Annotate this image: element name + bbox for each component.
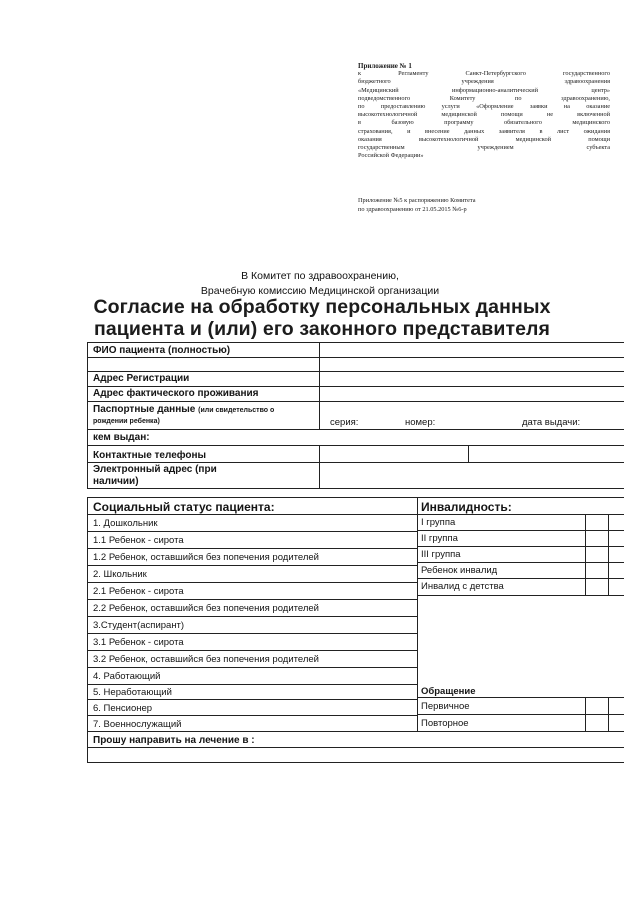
order-line: по здравоохранению от 21.05.2015 №6-р [358, 206, 467, 213]
appeal-header: Обращение [421, 686, 476, 697]
addressee-line-2: Врачебную комиссию Медицинской организации [200, 285, 440, 297]
social-status-item[interactable]: 4. Работающий [93, 671, 161, 682]
appendix-line: в базовую программу обязательного медицинского [358, 119, 610, 127]
issued-by-field[interactable] [150, 430, 623, 444]
patient-fio-extra-field[interactable] [88, 358, 623, 371]
row-divider [87, 488, 624, 489]
form-title-line-2: пациента и (или) его законного представителя [93, 318, 551, 340]
row-divider [87, 616, 417, 617]
registration-address-field[interactable] [320, 372, 623, 386]
disability-checkbox[interactable] [586, 515, 607, 530]
disability-item[interactable]: II группа [421, 533, 458, 544]
appendix-title: Приложение № 1 [358, 62, 412, 70]
social-status-item[interactable]: 5. Неработающий [93, 687, 172, 698]
actual-address-label: Адрес фактического проживания [93, 388, 259, 399]
passport-number-label: номер: [405, 417, 436, 428]
row-divider [87, 684, 417, 685]
row-divider [87, 565, 417, 566]
appendix-line: по предоставлению услуги «Оформление заявки на оказание [358, 103, 610, 111]
email-label-line-2: наличии) [93, 476, 139, 487]
form-title-line-1: Согласие на обработку персональных данных [93, 296, 551, 318]
social-status-item[interactable]: 3.Студент(аспирант) [93, 620, 185, 631]
patient-fio-field[interactable] [320, 343, 623, 357]
row-divider [87, 633, 417, 634]
patient-fio-label: ФИО пациента (полностью) [93, 345, 231, 356]
status-column-divider [417, 497, 418, 731]
appeal-primary-checkbox[interactable] [586, 698, 607, 713]
phone-field-2[interactable] [469, 446, 623, 461]
passport-note-line-2: рождении ребенка) [93, 418, 160, 425]
disability-checkbox[interactable] [586, 547, 607, 562]
social-status-item[interactable]: 1. Дошкольник [93, 518, 158, 529]
appendix-line: оказания высокотехнологичной медицинской помощи [358, 135, 610, 143]
disability-item[interactable]: III группа [421, 549, 461, 560]
checkbox-column-divider [608, 514, 609, 595]
passport-label [93, 404, 274, 415]
phones-label: Контактные телефоны [93, 450, 207, 461]
row-divider [87, 531, 417, 532]
social-status-item[interactable]: 3.1 Ребенок - сирота [93, 637, 184, 648]
status-table-top-border [87, 497, 624, 498]
disability-item[interactable]: Инвалид с детства [421, 581, 504, 592]
actual-address-field[interactable] [320, 387, 623, 401]
appeal-repeat-checkbox[interactable] [586, 715, 607, 730]
appendix-line: бюджетного учреждения здравоохранения [358, 78, 610, 86]
status-table-left-border [87, 497, 88, 762]
social-status-item[interactable]: 2.1 Ребенок - сирота [93, 586, 184, 597]
order-reference [358, 196, 610, 214]
passport-series-label: серия: [330, 417, 359, 428]
row-divider [87, 715, 417, 716]
appendix-line: государственным учреждением субъекта [358, 144, 610, 152]
appeal-item-repeat[interactable]: Повторное [421, 718, 469, 729]
appendix-line: подведомственного Комитету по здравоохранению, [358, 94, 610, 102]
referral-field[interactable] [88, 748, 623, 761]
issued-by-label: кем выдан: [93, 432, 150, 443]
phone-field-1[interactable] [320, 446, 467, 461]
row-divider [417, 595, 624, 596]
appeal-item-primary[interactable]: Первичное [421, 701, 470, 712]
row-divider [87, 582, 417, 583]
appendix-line: страхования, и внесение данных заявителя в лист ожидания [358, 127, 610, 135]
passport-label-text: Паспортные данные [93, 404, 196, 415]
social-status-item[interactable]: 7. Военнослужащий [93, 719, 182, 730]
order-line: Приложение №5 к распоряжению Комитета [358, 197, 476, 204]
disability-checkbox[interactable] [586, 563, 607, 578]
appendix-block [358, 62, 610, 160]
registration-address-label: Адрес Регистрации [93, 373, 190, 384]
appendix-line: высокотехнологичной медицинской помощи не включенной [358, 111, 610, 119]
passport-note: (или свидетельство о [198, 407, 275, 414]
table-bottom-border [87, 762, 624, 763]
email-field[interactable] [320, 463, 623, 487]
row-divider [87, 731, 624, 732]
disability-item[interactable]: I группа [421, 517, 456, 528]
social-status-item[interactable]: 2.2 Ребенок, оставшийся без попечения родителей [93, 603, 319, 614]
disability-checkbox[interactable] [586, 579, 607, 594]
checkbox-column-divider [608, 697, 609, 731]
row-divider [87, 599, 417, 600]
appendix-line: «Медицинский информационно-аналитический центр» [358, 86, 610, 94]
appendix-line: Российской Федерации» [358, 152, 424, 160]
disability-header: Инвалидность: [421, 500, 512, 514]
appendix-line: к Регламенту Санкт-Петербургского государственного [358, 70, 610, 78]
email-label-line-1: Электронный адрес (при [93, 464, 217, 475]
social-status-item[interactable]: 1.1 Ребенок - сирота [93, 535, 184, 546]
social-status-item[interactable]: 2. Школьник [93, 569, 147, 580]
addressee-line-1: В Комитет по здравоохранению, [241, 270, 399, 282]
row-divider [87, 699, 417, 700]
social-status-item[interactable]: 3.2 Ребенок, оставшийся без попечения родителей [93, 654, 319, 665]
disability-item[interactable]: Ребенок инвалид [421, 565, 498, 576]
row-divider [87, 548, 417, 549]
disability-checkbox[interactable] [586, 531, 607, 546]
passport-issue-date-label: дата выдачи: [522, 417, 581, 428]
social-status-header: Социальный статус пациента: [93, 500, 275, 514]
row-divider [87, 401, 624, 402]
row-divider [87, 650, 417, 651]
social-status-item[interactable]: 6. Пенсионер [93, 703, 153, 714]
referral-label: Прошу направить на лечение в : [93, 735, 255, 746]
row-divider [87, 667, 417, 668]
row-divider [87, 514, 417, 515]
social-status-item[interactable]: 1.2 Ребенок, оставшийся без попечения родителей [93, 552, 319, 563]
